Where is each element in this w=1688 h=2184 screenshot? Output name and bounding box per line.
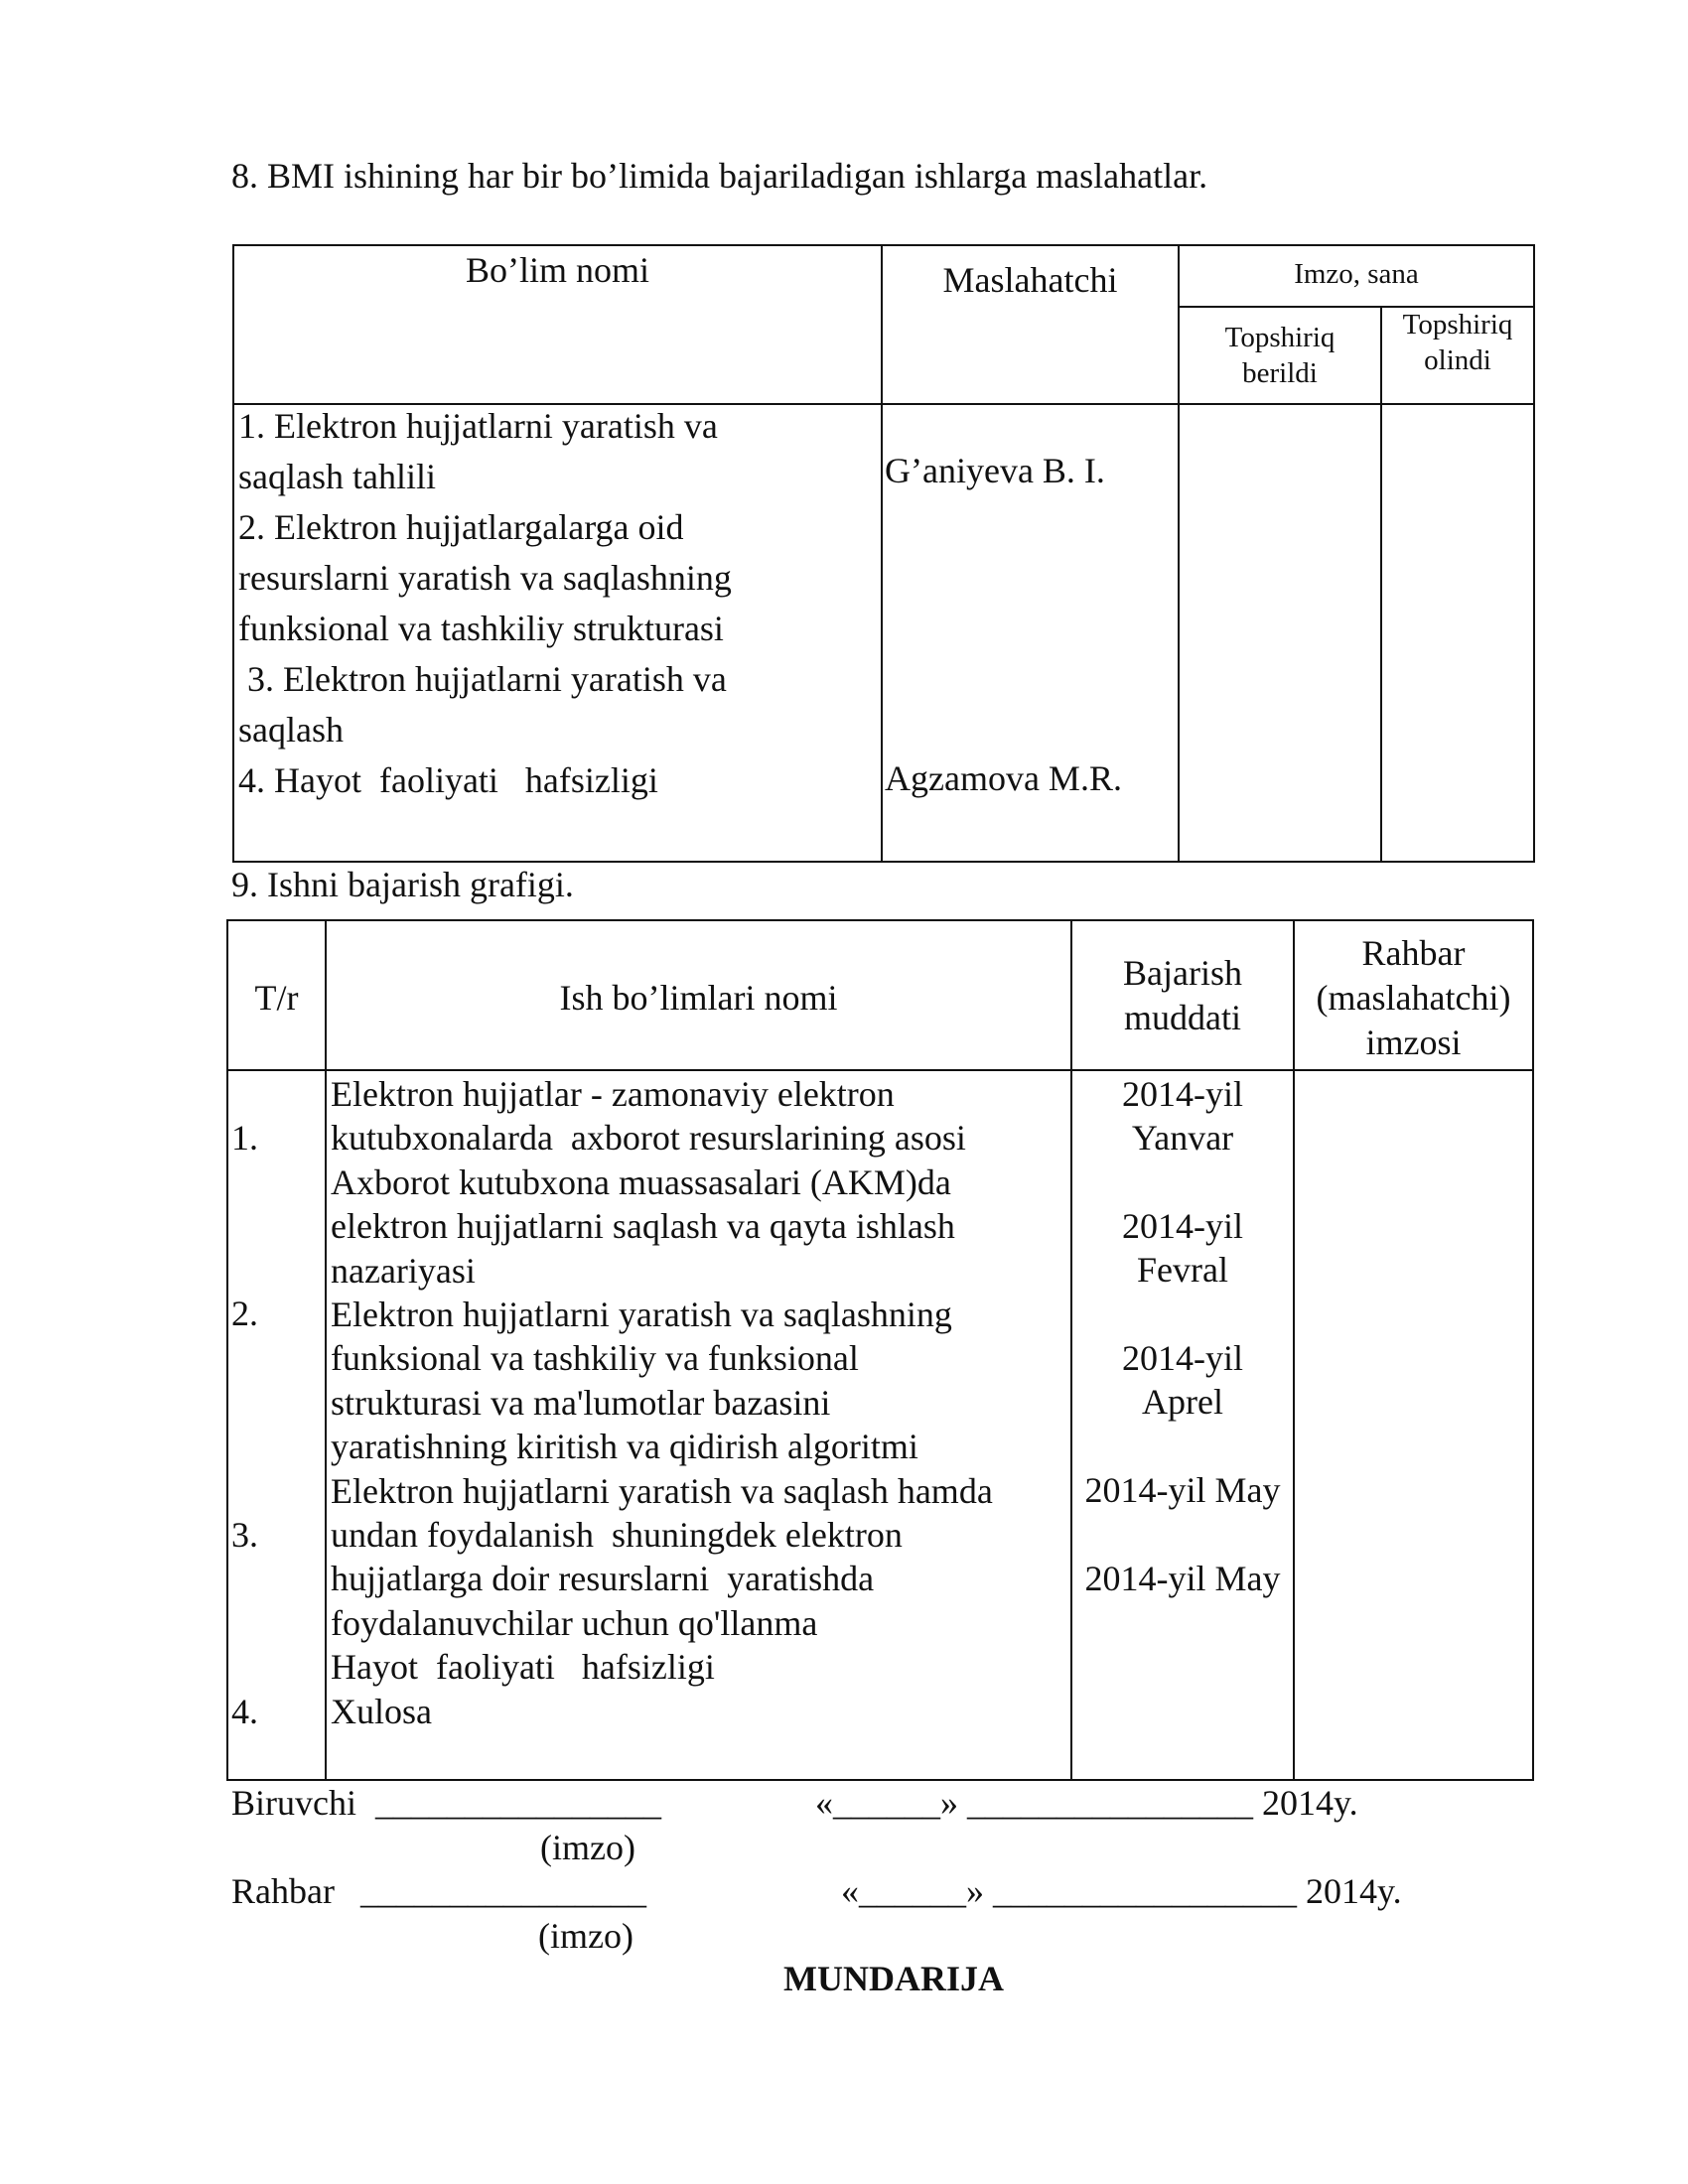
deadline-5: 2014-yil May: [1084, 1559, 1281, 1598]
footer-heading: MUNDARIJA: [783, 1959, 1004, 1998]
performer-date: «______» ________________ 2014y.: [815, 1783, 1358, 1823]
list-item: funksional va tashkiliy va funksional: [331, 1338, 859, 1379]
list-item: kutubxonalarda axborot resurslarining asosi: [331, 1118, 966, 1159]
performer-label: Biruvchi: [231, 1783, 356, 1823]
supervisor-date: «______» _________________ 2014y.: [841, 1871, 1402, 1911]
list-item: foydalanuvchilar uchun qo'llanma: [331, 1602, 818, 1643]
header-task-received: Topshiriq olindi: [1402, 309, 1513, 376]
header-deadline: Bajarish muddati: [1123, 953, 1242, 1037]
deadline-3: 2014-yil Aprel: [1122, 1338, 1243, 1422]
row-number-3: 3.: [231, 1515, 258, 1555]
list-item: elektron hujjatlarni saqlash va qayta ishlash: [331, 1206, 955, 1247]
consultant-2: Agzamova M.R.: [885, 758, 1122, 798]
performer-imzo: (imzo): [540, 1828, 635, 1867]
header-num: T/r: [254, 978, 299, 1018]
deadline-1: 2014-yil Yanvar: [1122, 1074, 1243, 1158]
header-signature: Rahbar (maslahatchi) imzosi: [1316, 933, 1511, 1062]
list-item: 1. Elektron hujjatlarni yaratish va: [238, 406, 718, 446]
list-item: yaratishning kiritish va qidirish algoritmi: [331, 1427, 918, 1467]
header-task-given: Topshiriq berildi: [1224, 322, 1336, 389]
supervisor-signature-line: ________________: [360, 1871, 646, 1911]
header-work-name: Ish bo’limlari nomi: [559, 978, 838, 1018]
list-item: Axborot kutubxona muassasalari (AKM)da: [331, 1161, 951, 1202]
list-item: Elektron hujjatlar - zamonaviy elektron: [331, 1074, 895, 1114]
list-item: hujjatlarga doir resurslarni yaratishda: [331, 1559, 875, 1599]
list-item: funksional va tashkiliy strukturasi: [238, 609, 724, 648]
list-item: undan foydalanish shuningdek elektron: [331, 1515, 903, 1556]
list-item: resurslarni yaratish va saqlashning: [238, 558, 732, 598]
list-item: Elektron hujjatlarni yaratish va saqlash hamda: [331, 1470, 993, 1511]
list-item: saqlash: [238, 710, 344, 750]
list-item: saqlash tahlili: [238, 457, 436, 496]
deadline-4: 2014-yil May: [1084, 1470, 1281, 1510]
header-consultant: Maslahatchi: [942, 260, 1118, 300]
row-number-4: 4.: [231, 1692, 258, 1731]
list-item: 3. Elektron hujjatlarni yaratish va: [238, 659, 727, 699]
list-item: Elektron hujjatlarni yaratish va saqlashning: [331, 1295, 952, 1335]
list-item: strukturasi va ma'lumotlar bazasini: [331, 1382, 831, 1423]
supervisor-label: Rahbar: [231, 1871, 335, 1911]
list-item: Hayot faoliyati hafsizligi: [331, 1647, 715, 1688]
section9-title: 9. Ishni bajarish grafigi.: [231, 865, 574, 904]
section8-title: 8. BMI ishining har bir bo’limida bajariladigan ishlarga maslahatlar.: [231, 156, 1208, 196]
list-item: 4. Hayot faoliyati hafsizligi: [238, 760, 658, 800]
work-names: [331, 1072, 993, 1733]
header-section-name: Bo’lim nomi: [465, 250, 649, 290]
list-item: 2. Elektron hujjatlargalarga oid: [238, 507, 684, 547]
list-item: Xulosa: [331, 1691, 432, 1731]
supervisor-imzo: (imzo): [538, 1916, 633, 1956]
row-number-1: 1.: [231, 1118, 258, 1158]
row-number-2: 2.: [231, 1294, 258, 1333]
performer-signature-line: ________________: [375, 1783, 661, 1823]
header-signature-date: Imzo, sana: [1294, 258, 1419, 290]
consultant-1: G’aniyeva B. I.: [885, 451, 1105, 490]
deadline-2: 2014-yil Fevral: [1122, 1206, 1243, 1290]
list-item: nazariyasi: [331, 1250, 476, 1291]
section-names: [238, 401, 732, 806]
